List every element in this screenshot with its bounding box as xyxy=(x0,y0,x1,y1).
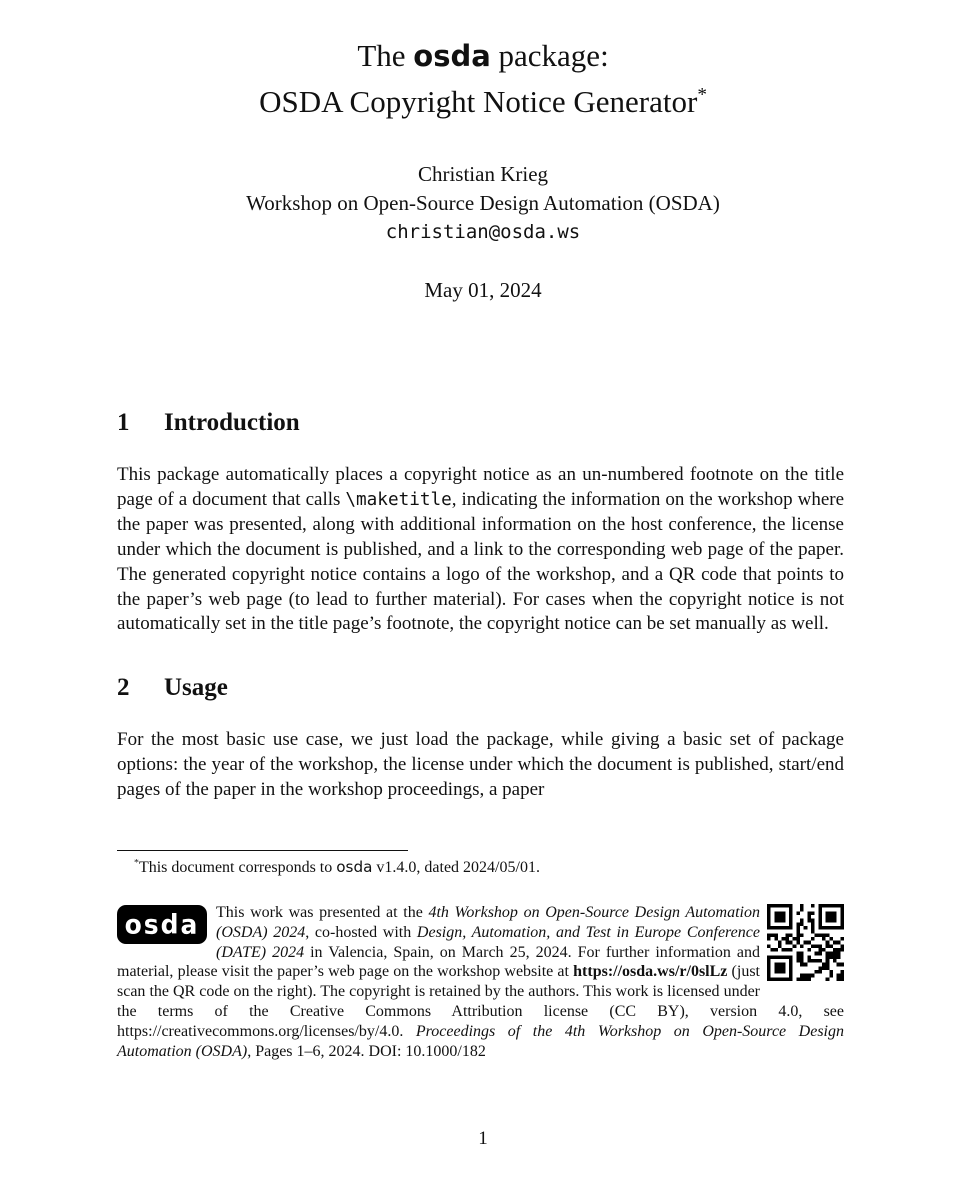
section-number: 2 xyxy=(117,674,130,702)
hyperlink[interactable]: https://osda.ws/r/0slLz xyxy=(573,963,728,981)
section-title: Introduction xyxy=(164,409,300,436)
author-block xyxy=(0,160,966,247)
page-number: 1 xyxy=(478,1128,488,1149)
title-block xyxy=(0,33,966,125)
section-heading-introduction xyxy=(117,408,844,438)
paper-date: May 01, 2024 xyxy=(424,278,542,302)
section-number: 1 xyxy=(117,409,130,436)
osda-workshop-logo xyxy=(117,905,207,944)
paper-title-line1: The osda package: xyxy=(357,38,609,73)
paper-title-line2: OSDA Copyright Notice Generator* xyxy=(259,84,707,119)
paragraph-usage: For the most basic use case, we just load the package, while giving a basic set of package options: the year of the workshop, the license under which the document is published, start/end pages of the paper in the workshop proceedings, a paper xyxy=(117,729,844,801)
section-title: Usage xyxy=(164,674,228,702)
author-name: Christian Krieg xyxy=(417,162,549,186)
section-heading-usage xyxy=(117,673,844,703)
main-content xyxy=(117,408,844,803)
qr-code xyxy=(767,904,844,981)
paragraph-introduction: This package automatically places a copyright notice as an un-numbered footnote on the title page of a document that calls \maketitle, indicating the information on the workshop where the paper was presented, along with additional information on the host conference, the license under which the document is published, and a link to the corresponding web page of the paper. The generated copyright notice contains a logo of the workshop, and a QR code that points to the paper’s web page (to lead to further material). For cases when the copyright notice is not automatically set in the title page’s footnote, the copyright notice can be set manually as well. xyxy=(117,464,845,635)
copyright-notice-text: This work was presented at the 4th Workshop on Open-Source Design Automation (OSDA) 2024, co-hosted with Design, Automation, and Test in Europe Conference (DATE) 2024 in Valencia, Spain, on March 25, 2024. For further information and material, please visit the paper’s web page on the workshop website at https://osda.ws/r/0slLz (just scan the QR code on the right). The copyright is retained by the authors. This work is licensed under the terms of the Creative Commons Attribution license (CC BY), version 4.0, see https://creativecommons.org/licenses/by/4.0. Proceedings of the 4th Workshop on Open-Source Design Automation (OSDA), Pages 1–6, 2024. DOI: 10.1000/182 xyxy=(117,904,845,1060)
author-affiliation: Workshop on Open-Source Design Automation (OSDA) xyxy=(246,191,720,215)
osda-logo-text: osda xyxy=(124,909,200,940)
copyright-notice xyxy=(117,903,844,1061)
footnote-area xyxy=(117,850,844,878)
title-footnote: *This document corresponds to osda v1.4.0, dated 2024/05/01. xyxy=(134,857,540,876)
author-email[interactable]: christian@osda.ws xyxy=(385,221,581,243)
hyperlink[interactable]: https://creativecommons.org/licenses/by/4.0 xyxy=(117,1022,400,1040)
footnote-rule xyxy=(117,850,408,851)
